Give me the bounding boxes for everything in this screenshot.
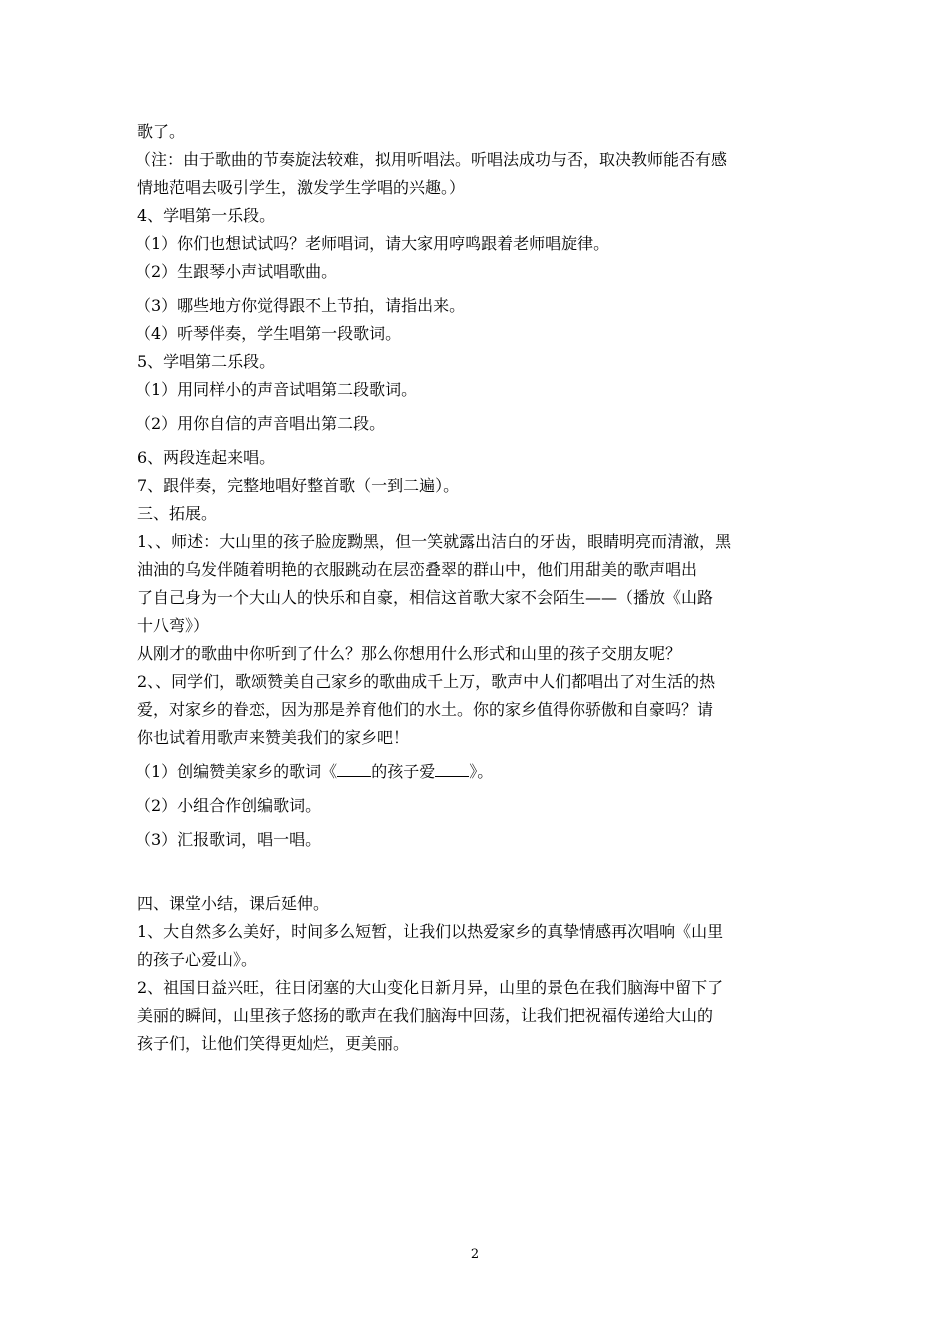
paragraph-line: 爱，对家乡的眷恋，因为那是养育他们的水土。你的家乡值得你骄傲和自豪吗？请 [137,700,714,719]
step-heading: 4、学唱第一乐段。 [137,206,276,225]
document-body [137,118,817,1058]
sub-step: （4）听琴伴奏，学生唱第一段歌词。 [135,324,402,343]
step-heading: 7、跟伴奏，完整地唱好整首歌（一到二遍）。 [137,476,460,495]
sub-step: （2）用你自信的声音唱出第二段。 [135,414,386,433]
paragraph-line: 2、、同学们，歌颂赞美自己家乡的歌曲成千上万，歌声中人们都唱出了对生活的热 [137,672,716,691]
fill-blank [337,758,371,777]
paragraph-line: 了自己身为一个大山人的快乐和自豪，相信这首歌大家不会陌生——（播放《山路 [137,588,714,607]
fill-blank [435,758,469,777]
section-heading: 三、拓展。 [137,504,218,523]
paragraph-line: 1、大自然多么美好，时间多么短暂，让我们以热爱家乡的真挚情感再次唱响《山里 [137,922,724,941]
section-heading: 四、课堂小结，课后延伸。 [137,894,330,913]
blank-spacer [137,854,817,890]
create-lyrics-prefix: （1）创编赞美家乡的歌词《 [135,762,338,781]
paragraph-line: 你也试着用歌声来赞美我们的家乡吧！ [137,728,410,747]
sub-step: （3）哪些地方你觉得跟不上节拍，请指出来。 [135,296,466,315]
paragraph-line: 从刚才的歌曲中你听到了什么？那么你想用什么形式和山里的孩子交朋友呢？ [137,644,682,663]
paragraph-line: 的孩子心爱山》。 [137,950,258,969]
step-heading: 6、两段连起来唱。 [137,448,276,467]
sub-step: （1）用同样小的声音试唱第二段歌词。 [135,380,418,399]
paragraph-line: 十八弯》） [137,616,210,635]
sub-step: （1）你们也想试试吗？老师唱词，请大家用哼鸣跟着老师唱旋律。 [135,234,610,253]
create-lyrics-line [135,758,817,786]
sub-step: （2）生跟琴小声试唱歌曲。 [135,262,338,281]
paragraph-line: 孩子们，让他们笑得更灿烂，更美丽。 [137,1034,410,1053]
create-lyrics-suffix: 》。 [469,762,494,781]
paragraph-line: 2、祖国日益兴旺，往日闭塞的大山变化日新月异，山里的景色在我们脑海中留下了 [137,978,724,997]
note-line: 情地范唱去吸引学生，激发学生学唱的兴趣。） [137,178,466,197]
sub-step: （2）小组合作创编歌词。 [135,796,322,815]
sub-step: （3）汇报歌词，唱一唱。 [135,830,322,849]
paragraph-line: 1、、师述：大山里的孩子脸庞黝黑，但一笑就露出洁白的牙齿，眼睛明亮而清澈，黑 [137,532,732,551]
paragraph-line: 美丽的瞬间，山里孩子悠扬的歌声在我们脑海中回荡，让我们把祝福传递给大山的 [137,1006,714,1025]
note-line: （注：由于歌曲的节奏旋法较难，拟用听唱法。听唱法成功与否，取决教师能否有感 [135,150,728,169]
paragraph-line: 油油的乌发伴随着明艳的衣服跳动在层峦叠翠的群山中，他们用甜美的歌声唱出 [137,560,698,579]
text-line: 歌了。 [137,122,186,141]
create-lyrics-middle: 的孩子爱 [371,762,436,781]
step-heading: 5、学唱第二乐段。 [137,352,276,371]
page-number: 2 [470,1247,480,1262]
